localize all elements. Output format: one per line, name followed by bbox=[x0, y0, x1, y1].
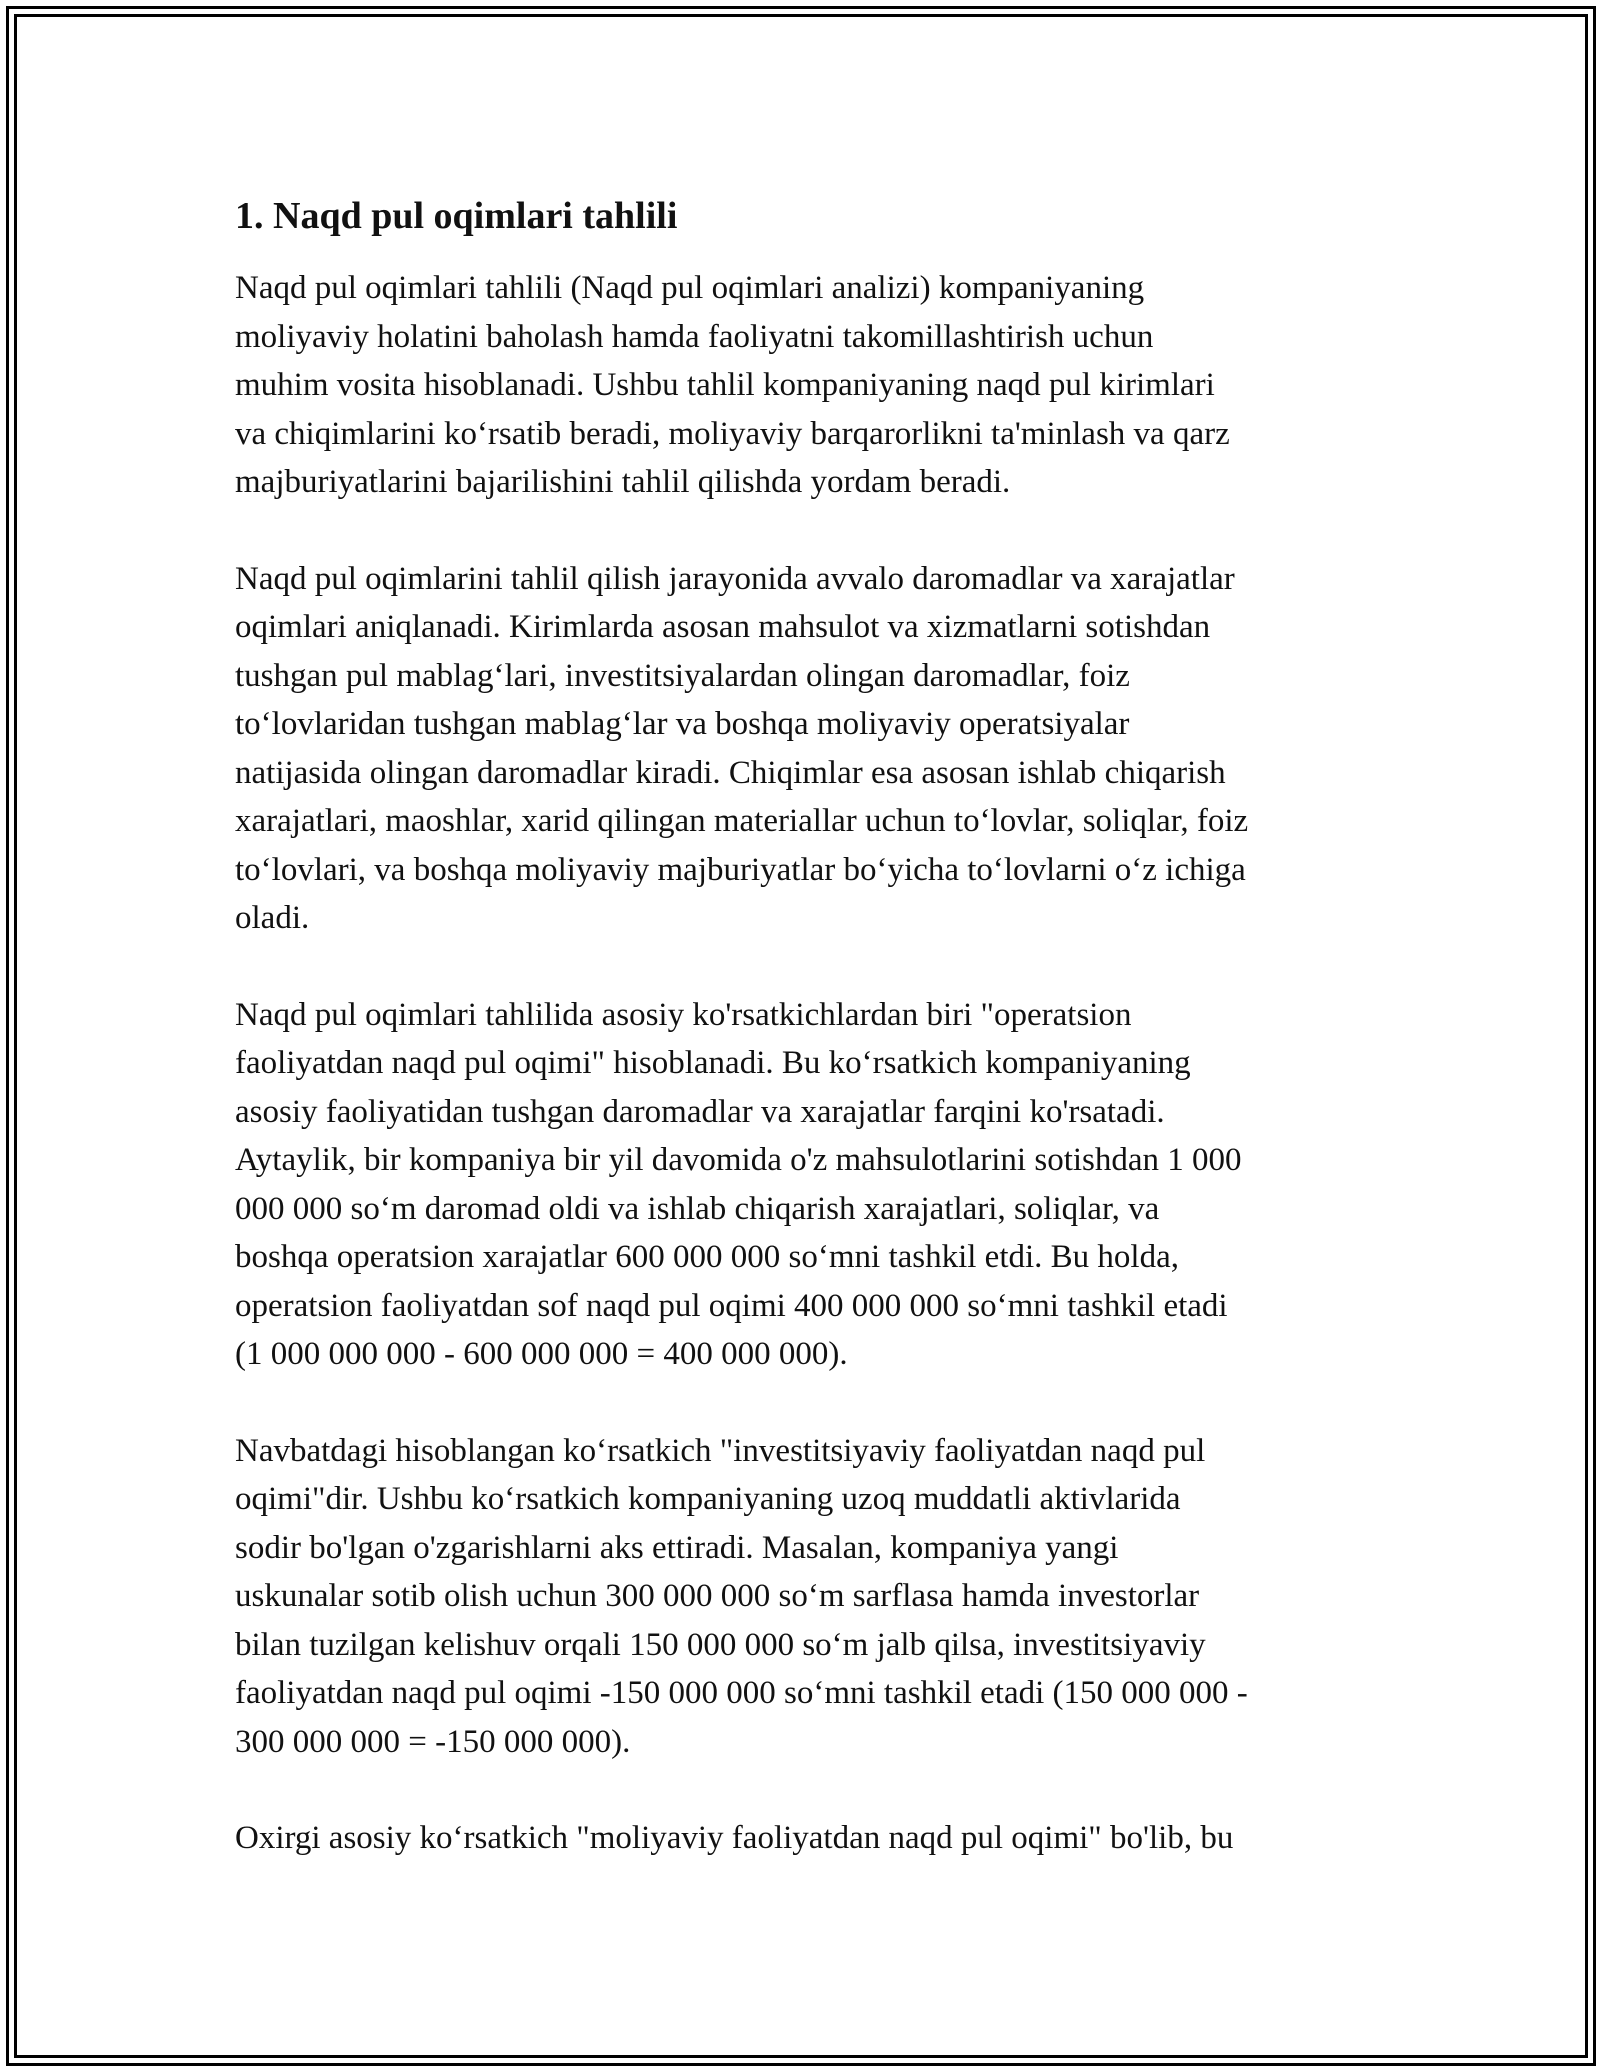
document-body bbox=[235, 188, 1375, 1911]
paragraph-line: asosiy faoliyatidan tushgan daromadlar va xarajatlar farqini ko'rsatadi. bbox=[235, 1093, 1165, 1130]
paragraph-list bbox=[235, 264, 1375, 1863]
paragraph-line: natijasida olingan daromadlar kiradi. Chiqimlar esa asosan ishlab chiqarish bbox=[235, 754, 1226, 791]
paragraph bbox=[235, 1427, 1375, 1767]
paragraph-line: 300 000 000 = -150 000 000). bbox=[235, 1723, 631, 1760]
paragraph-line: moliyaviy holatini baholash hamda faoliyatni takomillashtirish uchun bbox=[235, 318, 1154, 355]
paragraph-line: bilan tuzilgan kelishuv orqali 150 000 000 soʻm jalb qilsa, investitsiyaviy bbox=[235, 1626, 1206, 1663]
paragraph-line: faoliyatdan naqd pul oqimi" hisoblanadi. Bu koʻrsatkich kompaniyaning bbox=[235, 1045, 1191, 1081]
paragraph-line: operatsion faoliyatdan sof naqd pul oqimi 400 000 000 soʻmni tashkil etadi bbox=[235, 1287, 1228, 1324]
paragraph-line: Naqd pul oqimlari tahlili (Naqd pul oqimlari analizi) kompaniyaning bbox=[235, 270, 1145, 306]
paragraph-line: Aytaylik, bir kompaniya bir yil davomida o'z mahsulotlarini sotishdan 1 000 bbox=[235, 1142, 1242, 1178]
paragraph-line: muhim vosita hisoblanadi. Ushbu tahlil kompaniyaning naqd pul kirimlari bbox=[235, 367, 1215, 403]
paragraph-line: xarajatlari, maoshlar, xarid qilingan materiallar uchun toʻlovlar, soliqlar, foiz bbox=[235, 803, 1249, 839]
paragraph-line: boshqa operatsion xarajatlar 600 000 000 soʻmni tashkil etdi. Bu holda, bbox=[235, 1239, 1179, 1275]
paragraph-line: 000 000 soʻm daromad oldi va ishlab chiqarish xarajatlari, soliqlar, va bbox=[235, 1190, 1160, 1227]
paragraph-line: faoliyatdan naqd pul oqimi -150 000 000 soʻmni tashkil etadi (150 000 000 - bbox=[235, 1675, 1248, 1711]
paragraph-line: majburiyatlarini bajarilishini tahlil qilishda yordam beradi. bbox=[235, 464, 1011, 500]
paragraph-line: tushgan pul mablagʻlari, investitsiyalardan olingan daromadlar, foiz bbox=[235, 657, 1130, 694]
section-title: 1. Naqd pul oqimlari tahlili bbox=[235, 195, 678, 237]
paragraph-line: oqimlari aniqlanadi. Kirimlarda asosan mahsulot va xizmatlarni sotishdan bbox=[235, 609, 1211, 645]
paragraph-line: toʻlovlari, va boshqa moliyaviy majburiyatlar boʻyicha toʻlovlarni oʻz ichiga bbox=[235, 851, 1246, 888]
paragraph-line: uskunalar sotib olish uchun 300 000 000 soʻm sarflasa hamda investorlar bbox=[235, 1578, 1200, 1614]
paragraph-line: Naqd pul oqimlarini tahlil qilish jarayonida avvalo daromadlar va xarajatlar bbox=[235, 560, 1235, 597]
paragraph bbox=[235, 991, 1375, 1379]
paragraph bbox=[235, 555, 1375, 943]
paragraph-line: oqimi"dir. Ushbu koʻrsatkich kompaniyaning uzoq muddatli aktivlarida bbox=[235, 1481, 1181, 1517]
paragraph bbox=[235, 264, 1375, 507]
paragraph-line: oladi. bbox=[235, 900, 310, 936]
paragraph-line: sodir bo'lgan o'zgarishlarni aks ettiradi. Masalan, kompaniya yangi bbox=[235, 1529, 1119, 1566]
paragraph-line: Naqd pul oqimlari tahlilida asosiy ko'rsatkichlardan biri "operatsion bbox=[235, 996, 1132, 1033]
paragraph-line: va chiqimlarini koʻrsatib beradi, moliyaviy barqarorlikni ta'minlash va qarz bbox=[235, 415, 1230, 452]
paragraph-line: Navbatdagi hisoblangan koʻrsatkich "investitsiyaviy faoliyatdan naqd pul bbox=[235, 1432, 1206, 1469]
paragraph bbox=[235, 1814, 1375, 1863]
paragraph-line: Oxirgi asosiy koʻrsatkich "moliyaviy faoliyatdan naqd pul oqimi" bo'lib, bu bbox=[235, 1820, 1234, 1856]
paragraph-line: toʻlovlaridan tushgan mablagʻlar va boshqa moliyaviy operatsiyalar bbox=[235, 706, 1130, 742]
paragraph-line: (1 000 000 000 - 600 000 000 = 400 000 000). bbox=[235, 1336, 848, 1372]
